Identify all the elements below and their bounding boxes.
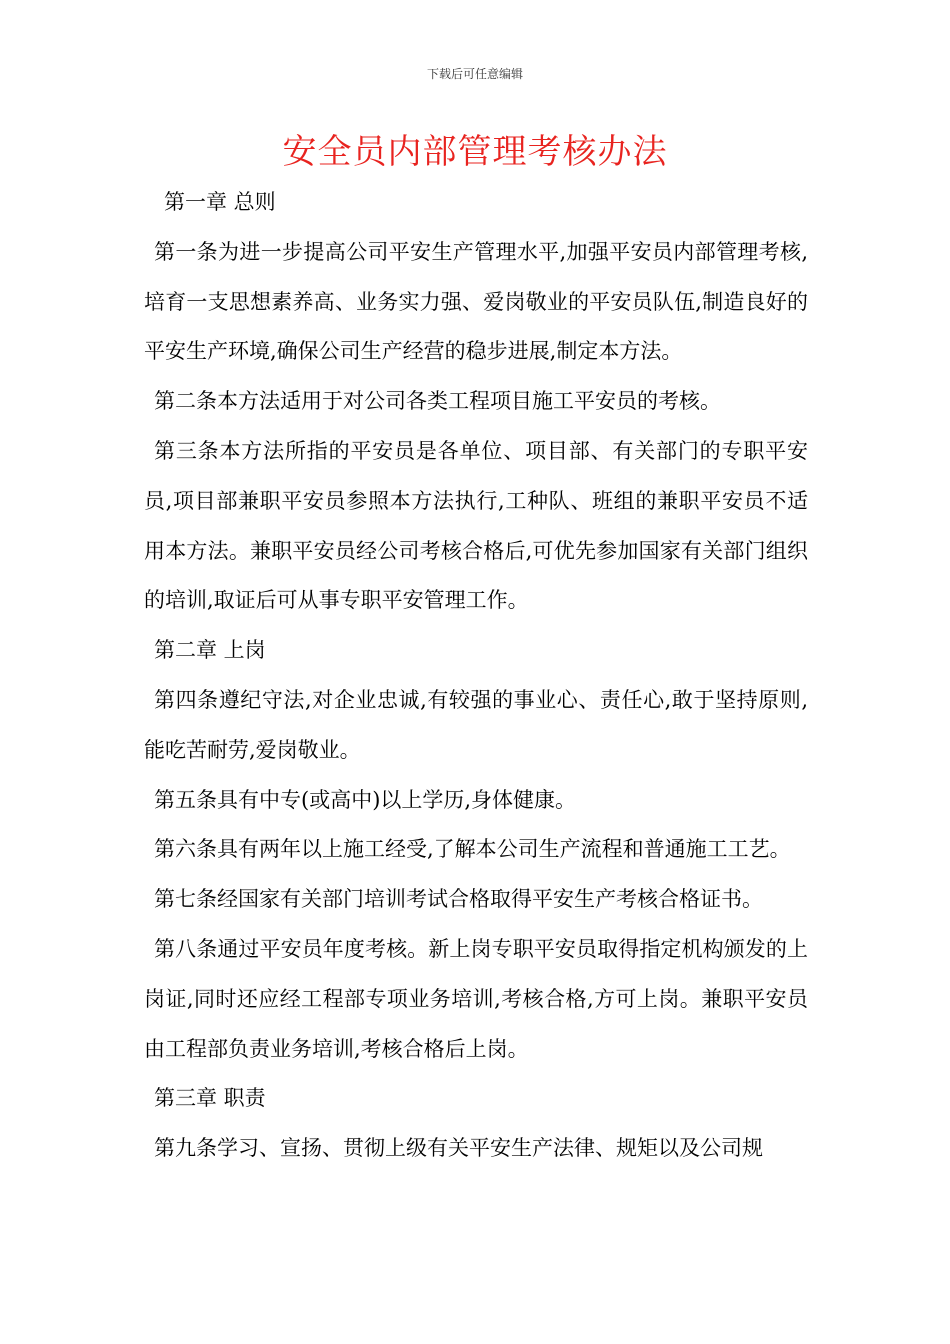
chapter-heading: 第三章 职责	[154, 1086, 266, 1111]
article-paragraph: 第三条本方法所指的平安员是各单位、项目部、有关部门的专职平安员,项目部兼职平安员参照本方法执行,工种队、班组的兼职平安员不适用本方法。兼职平安员经公司考核合格后,可优先参加国家有关部门组织的培训,取证后可从事专职平安管理工作。	[144, 438, 808, 613]
document-title: 安全员内部管理考核办法	[282, 132, 668, 172]
chapter-heading: 第一章 总则	[164, 190, 276, 214]
article-paragraph: 第四条遵纪守法,对企业忠诚,有较强的事业心、责任心,敢于坚持原则,能吃苦耐劳,爱岗敬业。	[144, 687, 808, 762]
article-paragraph: 第六条具有两年以上施工经受,了解本公司生产流程和普通施工工艺。	[154, 837, 791, 862]
chapter-heading: 第二章 上岗	[154, 638, 266, 663]
article-paragraph: 第五条具有中专(或高中)以上学历,身体健康。	[154, 787, 577, 812]
article-paragraph: 第二条本方法适用于对公司各类工程项目施工平安员的考核。	[154, 389, 721, 414]
header-note: 下载后可任意编辑	[426, 67, 523, 81]
article-paragraph: 第一条为进一步提高公司平安生产管理水平,加强平安员内部管理考核,培育一支思想素养高、业务实力强、爱岗敬业的平安员队伍,制造良好的平安生产环境,确保公司生产经营的稳步进展,制定本方法。	[144, 239, 808, 364]
article-paragraph: 第九条学习、宣扬、贯彻上级有关平安生产法律、规矩以及公司规	[154, 1136, 763, 1161]
article-paragraph: 第七条经国家有关部门培训考试合格取得平安生产考核合格证书。	[154, 887, 763, 912]
document-body	[144, 178, 808, 1174]
article-paragraph: 第八条通过平安员年度考核。新上岗专职平安员取得指定机构颁发的上岗证,同时还应经工程部专项业务培训,考核合格,方可上岗。兼职平安员由工程部负责业务培训,考核合格后上岗。	[144, 936, 808, 1061]
